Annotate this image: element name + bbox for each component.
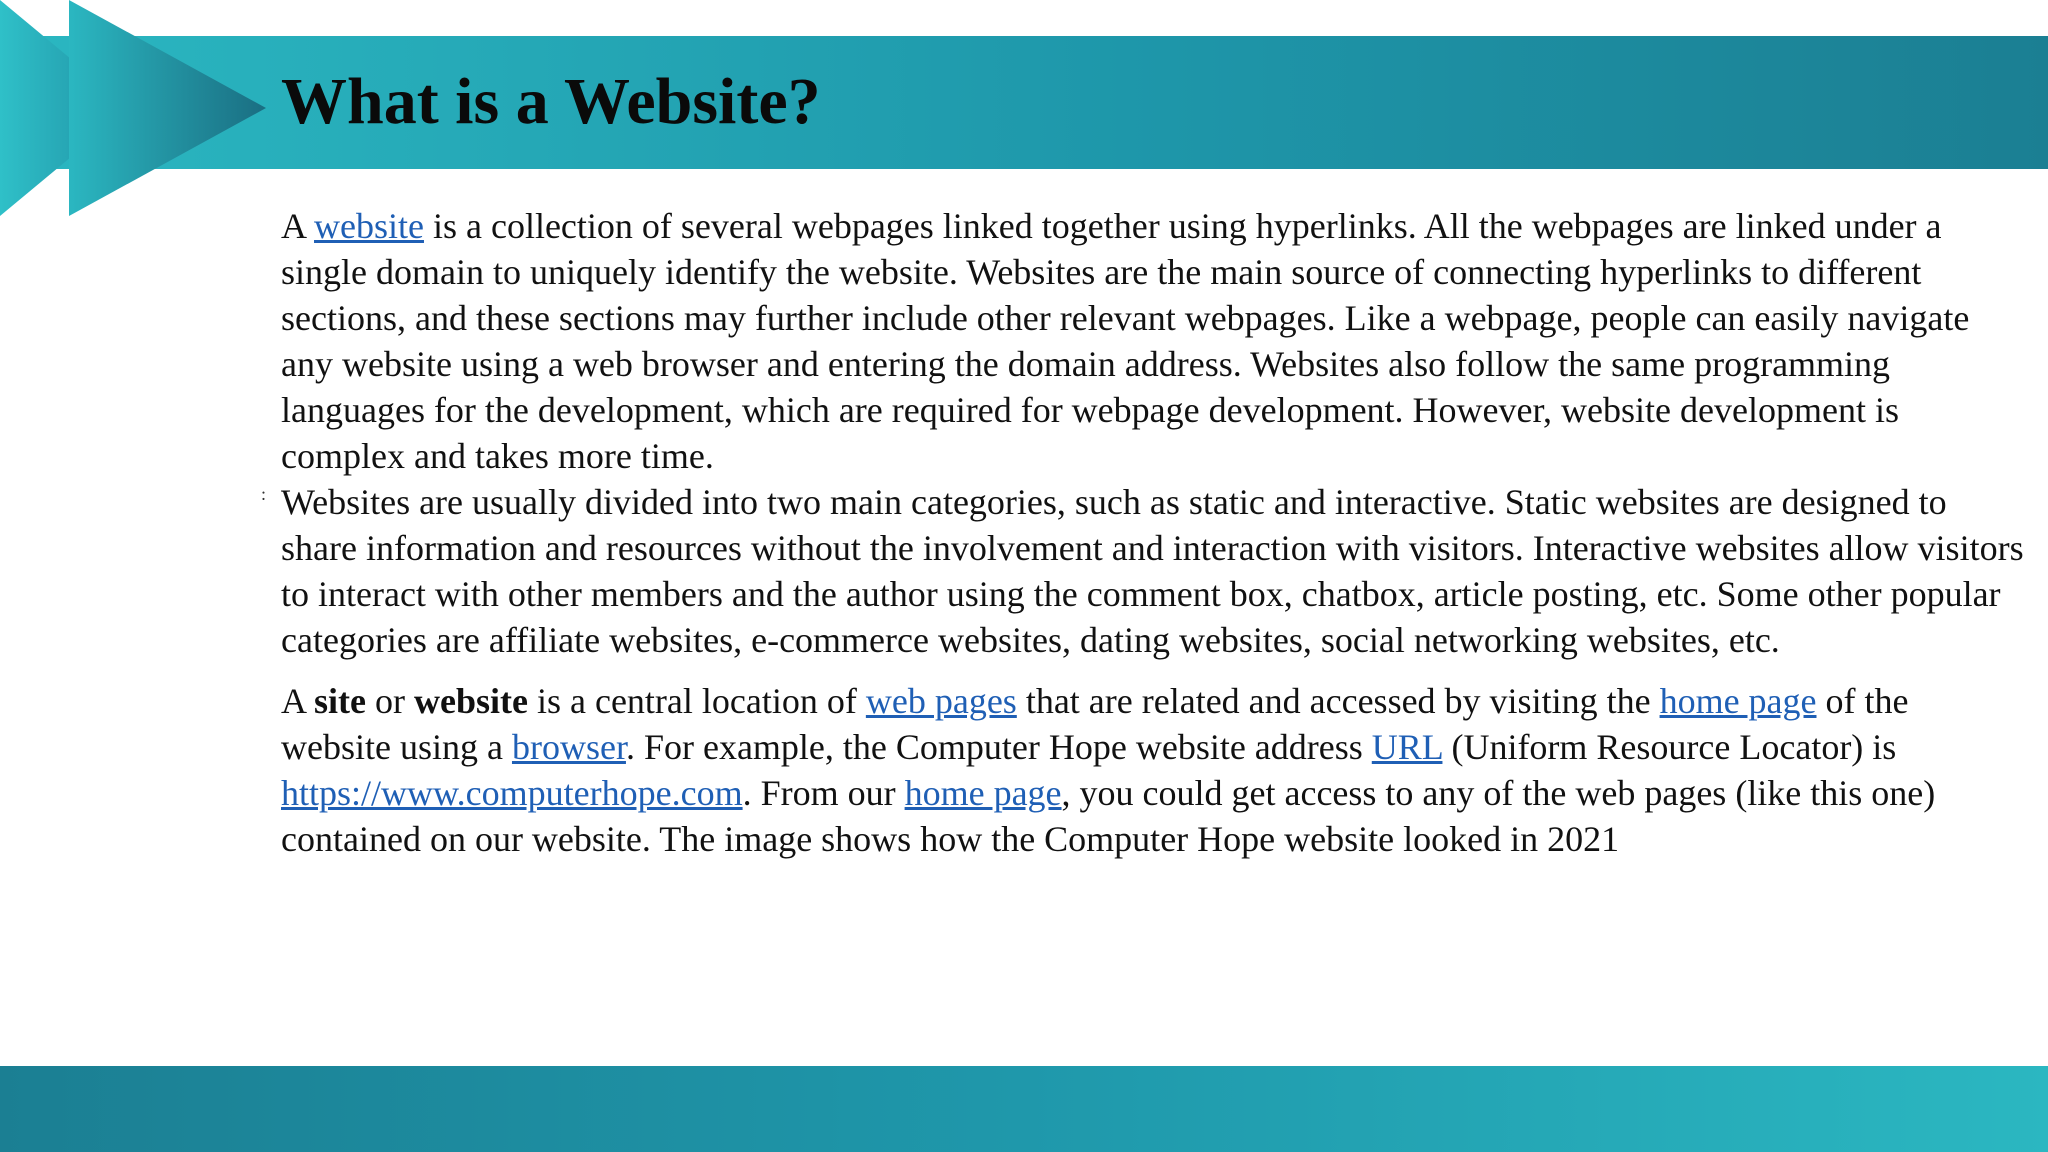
chevron-arrow-decoration — [0, 0, 270, 220]
slide-body — [281, 203, 2026, 862]
link-browser[interactable]: browser — [511, 727, 626, 767]
link-computerhope[interactable]: https://www.computerhope.com — [281, 773, 743, 813]
bold-term-site: site — [314, 681, 366, 721]
link-home-page[interactable]: home page — [1659, 681, 1817, 721]
paragraph-site-description: A site or website is a central location of web pages that are related and accessed by visiting the home page of the website using a browser. For example, the Computer Hope website address URL (Uniform Resource Locator) is https://www.computerhope.com. From our home page, you could get access to any of the web pages (like this one) contained on our website. The image shows how the Computer Hope website looked in 2021 — [281, 681, 1936, 859]
paragraph-website-categories: Websites are usually divided into two main categories, such as static and interactive. Static websites are designed to share information and resources without the involvement and interaction with visitors. Interactive websites allow visitors to interact with other members and the author using the comment box, chatbox, article posting, etc. Some other popular categories are affiliate websites, e-commerce websites, dating websites, social networking websites, etc. — [281, 482, 2024, 660]
footer-banner — [0, 1066, 2048, 1152]
link-website[interactable]: website — [314, 206, 424, 246]
link-home-page-2[interactable]: home page — [904, 773, 1062, 813]
bold-term-website: website — [414, 681, 528, 721]
paragraph-website-definition: A website is a collection of several webpages linked together using hyperlinks. All the webpages are linked under a single domain to uniquely identify the website. Websites are the main source of connecting hyperlinks to different sections, and these sections may further include other relevant webpages. Like a webpage, people can easily navigate any website using a web browser and entering the domain address. Websites also follow the same programming languages for the development, which are required for webpage development. However, website development is complex and takes more time. — [281, 206, 1970, 476]
link-url[interactable]: URL — [1371, 727, 1443, 767]
link-web-pages[interactable]: web pages — [865, 681, 1017, 721]
slide-title: What is a Website? — [281, 65, 821, 138]
paragraph-marker: : — [261, 484, 267, 504]
